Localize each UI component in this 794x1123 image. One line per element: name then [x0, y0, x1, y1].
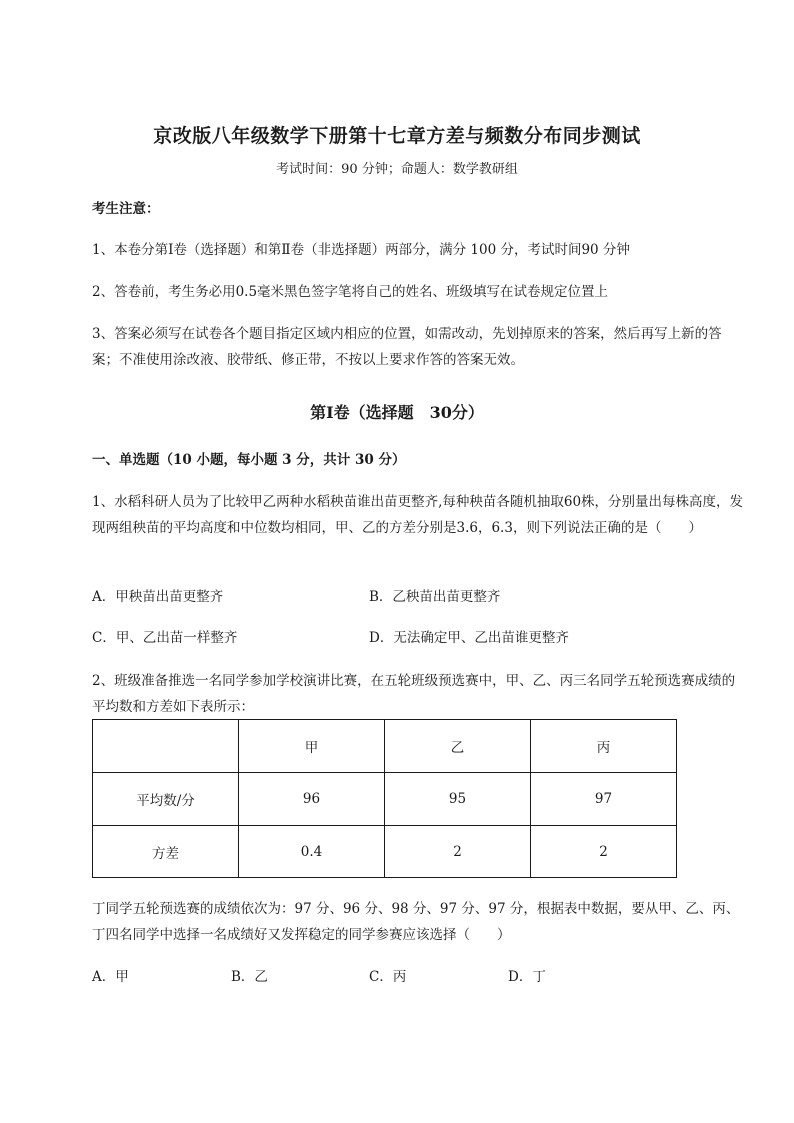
notice-item-3: 3、答案必须写在试卷各个题目指定区域内相应的位置，如需改动，先划掉原来的答案，然后再写上新的答案；不准使用涂改液、胶带纸、修正带，不按以上要求作答的答案无效。	[92, 326, 722, 368]
q1-option-c[interactable]: C．甲、乙出苗一样整齐	[92, 630, 238, 646]
table-header-cell: 丙	[530, 720, 676, 773]
table-header-cell: 乙	[385, 720, 531, 773]
table-cell: 95	[385, 773, 531, 826]
question-2-stem: 2、班级准备推选一名同学参加学校演讲比赛，在五轮班级预选赛中，甲、乙、丙三名同学五轮预选赛成绩的平均数和方差如下表所示：	[92, 673, 736, 715]
part-heading: 一、单选题（10 小题，每小题 3 分，共计 30 分）	[92, 452, 406, 468]
q2-option-c[interactable]: C．丙	[369, 969, 407, 985]
exam-subtitle: 考试时间：90 分钟；命题人：数学教研组	[276, 162, 518, 177]
table-cell: 2	[530, 826, 676, 878]
table-cell: 0.4	[238, 826, 384, 878]
table-row	[93, 773, 677, 826]
notice-item-2: 2、答卷前，考生务必用0.5毫米黑色签字笔将自己的姓名、班级填写在试卷规定位置上	[92, 284, 609, 300]
q2-option-a[interactable]: A．甲	[92, 969, 129, 985]
exam-title: 京改版八年级数学下册第十七章方差与频数分布同步测试	[153, 125, 641, 147]
q1-option-d[interactable]: D．无法确定甲、乙出苗谁更整齐	[369, 630, 569, 646]
section-title: 第Ⅰ卷（选择题 30分）	[310, 403, 484, 422]
q2-option-b[interactable]: B．乙	[231, 969, 268, 985]
table-cell: 97	[530, 773, 676, 826]
q1-option-a[interactable]: A．甲秧苗出苗更整齐	[92, 589, 224, 605]
notice-item-1: 1、本卷分第Ⅰ卷（选择题）和第Ⅱ卷（非选择题）两部分，满分 100 分，考试时间90 分钟	[92, 242, 630, 258]
notice-heading: 考生注意：	[92, 201, 160, 217]
table-header-cell: 甲	[238, 720, 384, 773]
table-cell: 方差	[93, 826, 239, 878]
table-cell: 96	[238, 773, 384, 826]
q1-option-b[interactable]: B．乙秧苗出苗更整齐	[369, 589, 501, 605]
question-1-stem: 1、水稻科研人员为了比较甲乙两种水稻秧苗谁出苗更整齐,每种秧苗各随机抽取60株，分别量出每株高度，发现两组秧苗的平均高度和中位数均相同，甲、乙的方差分别是3.6，6.3，则下列说法正确的是（ ）	[92, 494, 744, 536]
table-header-cell	[93, 720, 239, 773]
q2-option-d[interactable]: D．丁	[508, 969, 546, 985]
table-row	[93, 826, 677, 878]
question-2-followup: 丁同学五轮预选赛的成绩依次为：97 分、96 分、98 分、97 分、97 分，根据表中数据，要从甲、乙、丙、丁四名同学中选择一名成绩好又发挥稳定的同学参赛应该选择（ ）	[92, 901, 740, 943]
table-header-row	[93, 720, 677, 773]
table-cell: 平均数/分	[93, 773, 239, 826]
score-table	[92, 719, 677, 878]
table-cell: 2	[385, 826, 531, 878]
